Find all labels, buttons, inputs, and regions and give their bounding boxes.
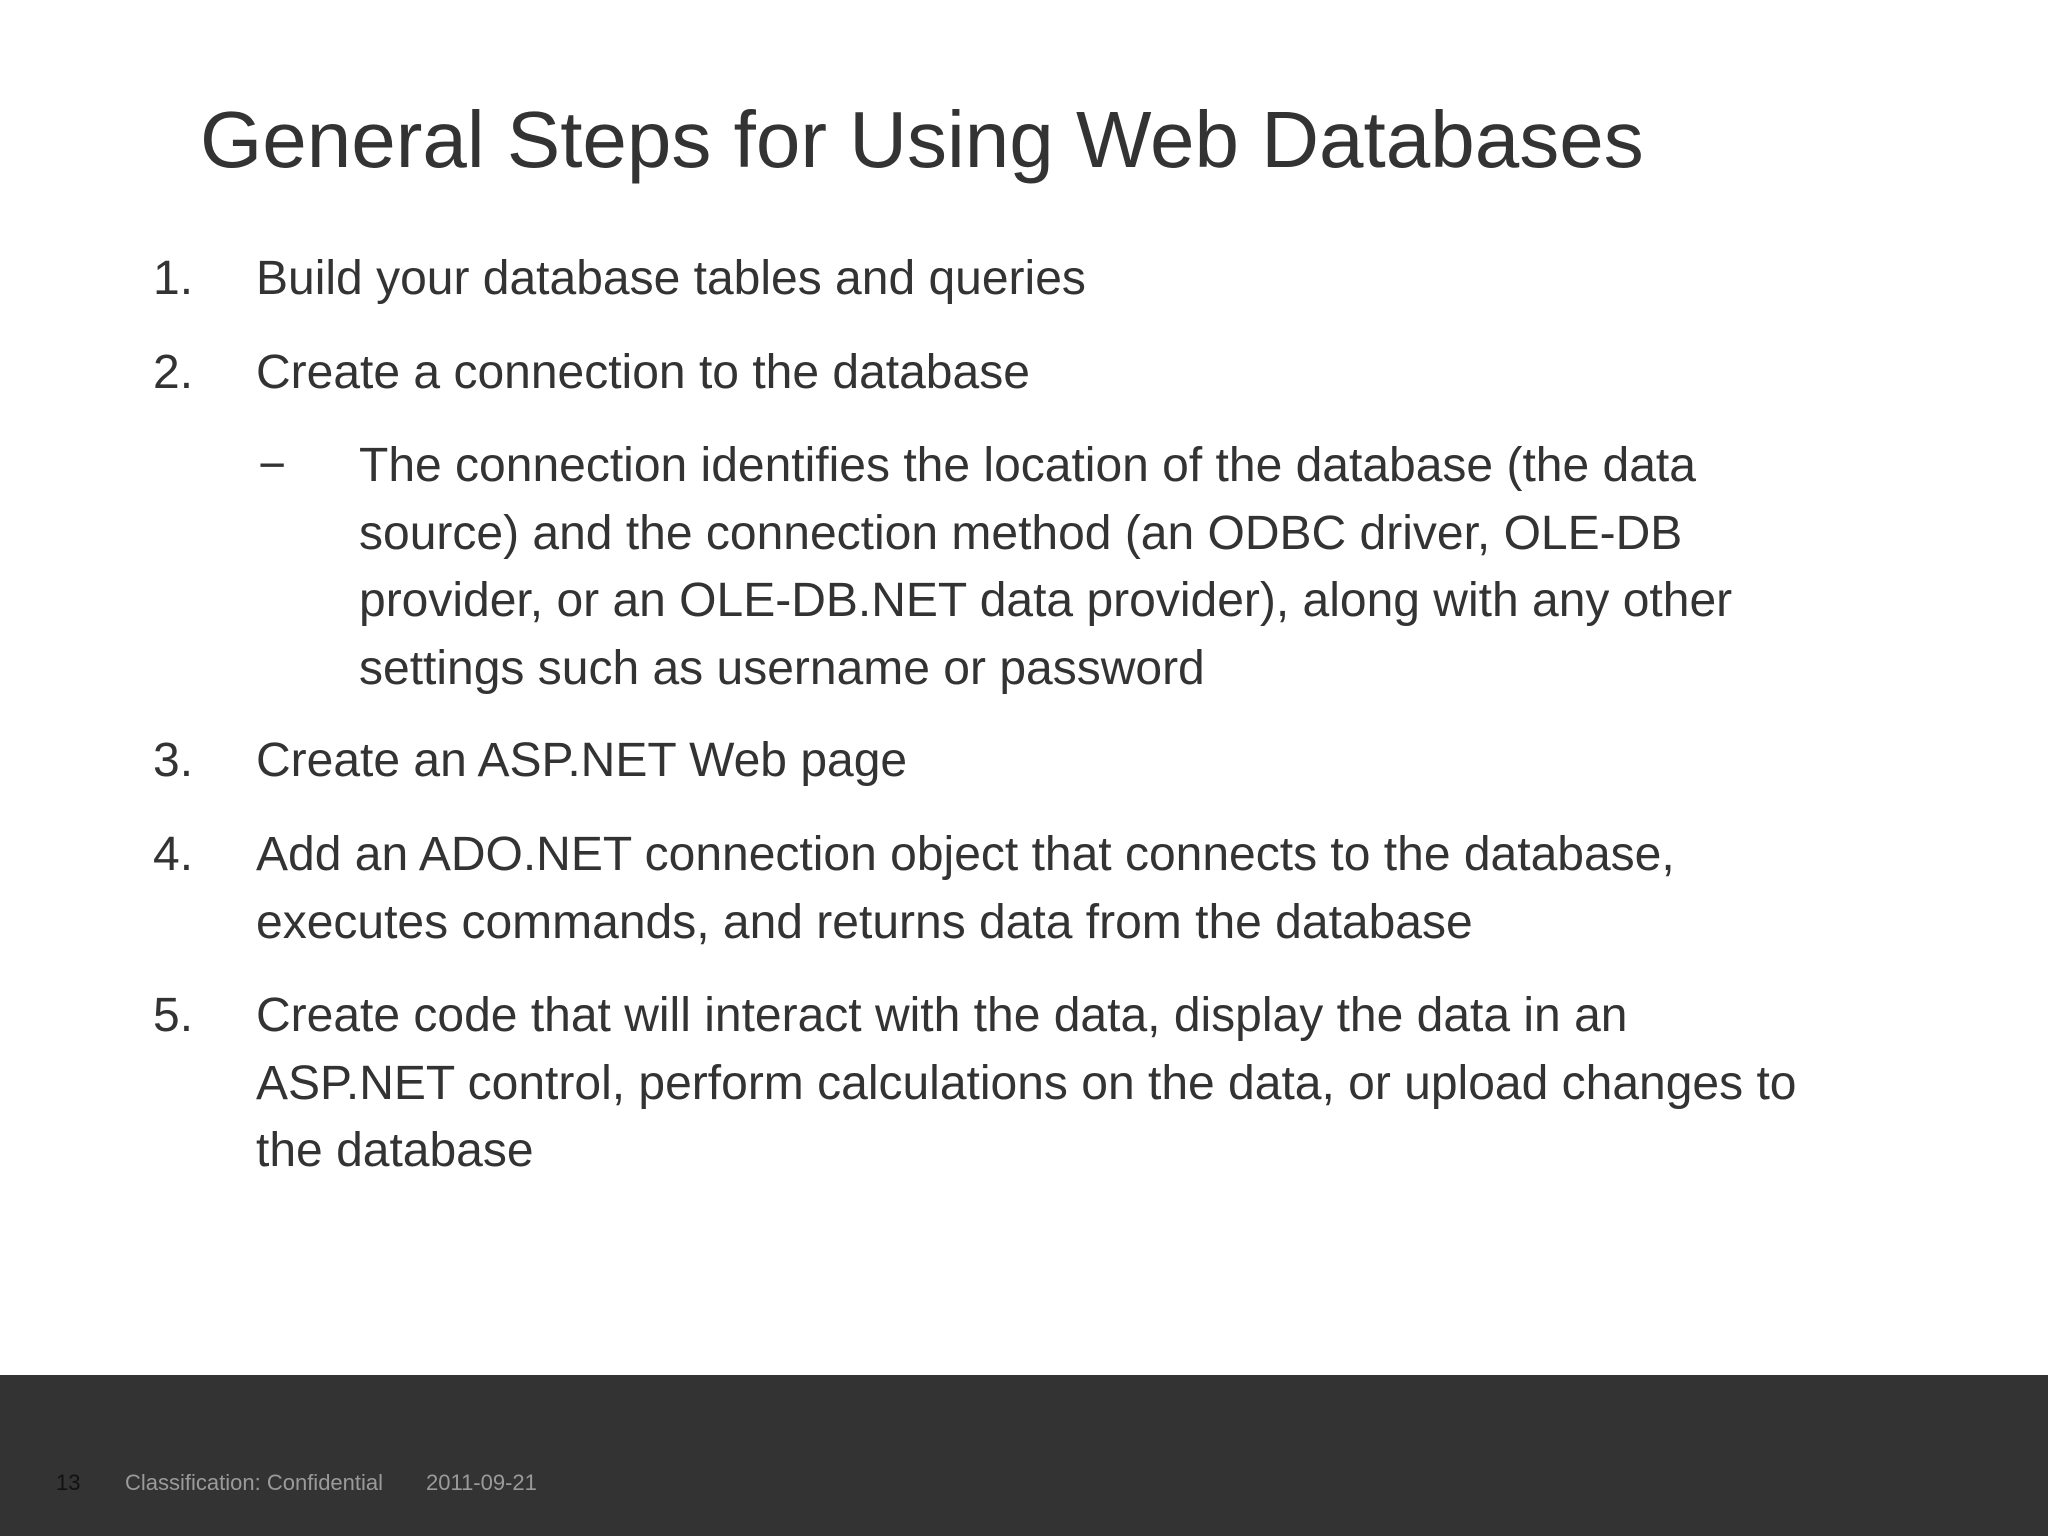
list-item-text bbox=[256, 245, 1956, 313]
sub-item-text bbox=[359, 432, 1919, 702]
text-line: executes commands, and returns data from the database bbox=[256, 895, 1473, 949]
footer-date: 2011-09-21 bbox=[426, 1470, 537, 1495]
footer-bar bbox=[0, 1375, 2048, 1536]
list-number: 2. bbox=[153, 346, 194, 399]
text-line: Add an ADO.NET connection object that connects to the database, bbox=[256, 828, 1675, 881]
text-line: source) and the connection method (an ODBC driver, OLE-DB bbox=[359, 506, 1683, 560]
list-number: 1. bbox=[153, 252, 194, 305]
text-line: Build your database tables and queries bbox=[256, 252, 1086, 305]
list-item-text bbox=[256, 982, 1956, 1185]
text-line: Create code that will interact with the data, display the data in an bbox=[256, 989, 1628, 1042]
text-line: Create a connection to the database bbox=[256, 346, 1030, 399]
text-line: Create an ASP.NET Web page bbox=[256, 734, 908, 787]
text-line: ASP.NET control, perform calculations on the data, or upload changes to bbox=[256, 1056, 1797, 1110]
classification-label: Classification: Confidential bbox=[125, 1470, 384, 1495]
list-item-text bbox=[256, 821, 1956, 956]
text-line: The connection identifies the location of the database (the data bbox=[359, 439, 1696, 492]
list-item-text bbox=[256, 727, 1956, 795]
dash-bullet: − bbox=[258, 439, 287, 492]
list-item-text bbox=[256, 339, 1956, 407]
text-line: provider, or an OLE-DB.NET data provider), along with any other bbox=[359, 574, 1733, 627]
list-number: 3. bbox=[153, 734, 194, 787]
page-number: 13 bbox=[56, 1470, 81, 1495]
list-number: 4. bbox=[153, 828, 194, 881]
text-line: settings such as username or password bbox=[359, 641, 1205, 695]
slide-title: General Steps for Using Web Databases bbox=[200, 95, 1644, 184]
text-line: the database bbox=[256, 1124, 534, 1177]
list-number: 5. bbox=[153, 989, 194, 1042]
